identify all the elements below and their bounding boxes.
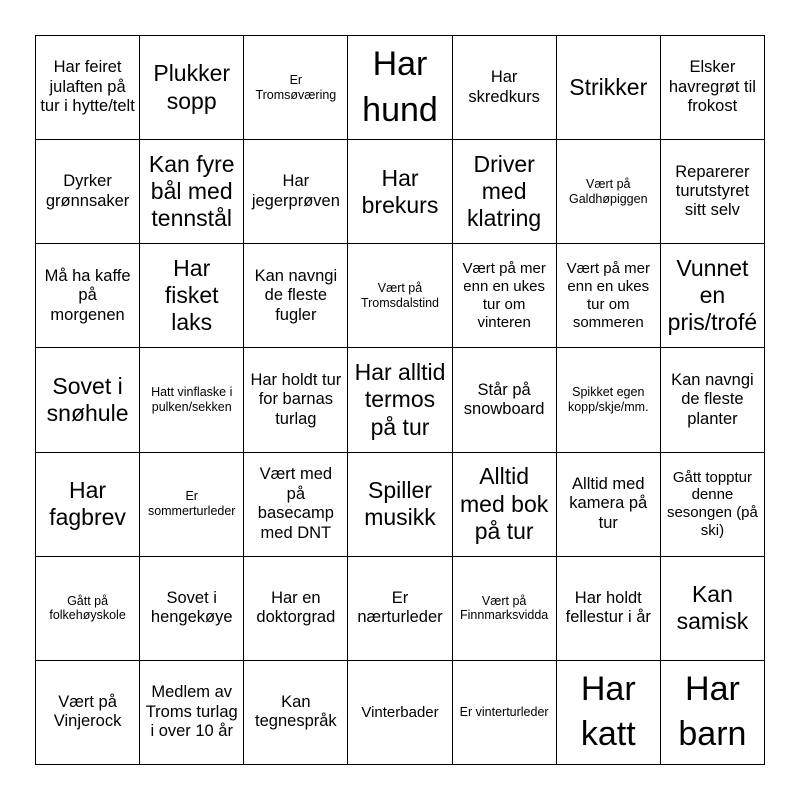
- bingo-cell[interactable]: [244, 661, 348, 765]
- bingo-cell[interactable]: [36, 348, 140, 452]
- bingo-cell-label: Spiller musikk: [364, 477, 436, 531]
- bingo-cell[interactable]: [661, 140, 765, 244]
- bingo-cell[interactable]: [557, 140, 661, 244]
- bingo-cell-label: Kan fyre bål med tennstål: [148, 151, 235, 232]
- bingo-cell-label: Dyrker grønnsaker: [45, 172, 130, 210]
- bingo-cell[interactable]: [557, 557, 661, 661]
- bingo-cell[interactable]: [244, 557, 348, 661]
- bingo-cell-label: Har brekurs: [361, 164, 439, 218]
- bingo-cell-label: Reparerer turutstyret sitt selv: [675, 162, 750, 220]
- bingo-cell[interactable]: [348, 348, 452, 452]
- bingo-cell-label: Vært på Tromsdalstind: [360, 281, 440, 310]
- bingo-cell[interactable]: [453, 348, 557, 452]
- bingo-cell-label: Plukker sopp: [153, 60, 231, 114]
- bingo-cell-label: Alltid med bok på tur: [460, 463, 549, 544]
- bingo-cell[interactable]: [453, 661, 557, 765]
- bingo-cell[interactable]: [661, 557, 765, 661]
- bingo-cell-label: Gått topptur denne sesongen (på ski): [666, 468, 758, 539]
- bingo-cell-label: Er vinterturleder: [459, 705, 549, 720]
- bingo-cell-label: Elsker havregrøt til frokost: [668, 58, 756, 116]
- bingo-cell[interactable]: [140, 348, 244, 452]
- bingo-cell-label: Kan navngi de fleste fugler: [254, 266, 338, 324]
- bingo-cell[interactable]: [140, 140, 244, 244]
- bingo-cell-label: Gått på folkehøyskole: [49, 593, 126, 623]
- bingo-cell-label: Strikker: [569, 74, 648, 100]
- bingo-cell[interactable]: [557, 348, 661, 452]
- bingo-cell[interactable]: [244, 453, 348, 557]
- bingo-cell[interactable]: [453, 453, 557, 557]
- bingo-cell-label: Vært på Finnmarksvidda: [460, 593, 549, 623]
- bingo-cell[interactable]: [140, 557, 244, 661]
- bingo-cell-label: Står på snowboard: [463, 380, 545, 418]
- bingo-cell[interactable]: [140, 661, 244, 765]
- bingo-cell[interactable]: [557, 453, 661, 557]
- bingo-cell-label: Er sommerturleder: [147, 489, 236, 519]
- bingo-cell-label: Har en doktorgrad: [256, 588, 336, 627]
- bingo-cell-label: Driver med klatring: [467, 151, 542, 232]
- bingo-cell-label: Vinterbader: [361, 703, 439, 721]
- bingo-cell-label: Har skredkurs: [468, 68, 540, 106]
- bingo-cell-label: Sovet i snøhule: [46, 372, 129, 426]
- bingo-cell[interactable]: [557, 661, 661, 765]
- bingo-cell[interactable]: [453, 557, 557, 661]
- bingo-cell-label: Vært på mer enn en ukes tur om sommeren: [566, 260, 650, 331]
- bingo-cell-label: Kan samisk: [676, 581, 749, 635]
- bingo-cell-label: Må ha kaffe på morgenen: [44, 266, 131, 324]
- bingo-cell[interactable]: [140, 36, 244, 140]
- bingo-cell-label: Har holdt fellestur i år: [565, 588, 651, 627]
- bingo-cell-label: Har alltid termos på tur: [354, 359, 446, 440]
- bingo-cell[interactable]: [36, 661, 140, 765]
- bingo-cell[interactable]: [36, 453, 140, 557]
- bingo-cell[interactable]: [244, 140, 348, 244]
- bingo-cell[interactable]: [244, 36, 348, 140]
- bingo-cell[interactable]: [348, 36, 452, 140]
- bingo-cell-label: Vært på Galdhøpiggen: [569, 176, 648, 206]
- bingo-cell[interactable]: [557, 36, 661, 140]
- bingo-cell-label: Hatt vinflaske i pulken/sekken: [151, 385, 233, 414]
- bingo-cell[interactable]: [244, 244, 348, 348]
- bingo-cell-label: Har holdt tur for barnas turlag: [250, 370, 342, 428]
- bingo-cell-label: Er Tromsøværing: [255, 72, 337, 102]
- bingo-cell[interactable]: [36, 557, 140, 661]
- bingo-cell[interactable]: [661, 348, 765, 452]
- bingo-cell-label: Medlem av Troms turlag i over 10 år: [145, 683, 238, 741]
- bingo-cell-label: Er nærturleder: [357, 588, 443, 627]
- bingo-cell[interactable]: [661, 36, 765, 140]
- bingo-cell[interactable]: [453, 36, 557, 140]
- bingo-cell[interactable]: [348, 244, 452, 348]
- bingo-cell-label: Har barn: [678, 669, 747, 754]
- bingo-cell[interactable]: [453, 244, 557, 348]
- bingo-cell[interactable]: [244, 348, 348, 452]
- bingo-cell[interactable]: [453, 140, 557, 244]
- bingo-cell[interactable]: [661, 244, 765, 348]
- bingo-cell-label: Alltid med kamera på tur: [569, 474, 648, 532]
- bingo-cell-label: Har fagbrev: [49, 477, 126, 531]
- bingo-cell[interactable]: [36, 244, 140, 348]
- bingo-cell-label: Sovet i hengekøye: [150, 588, 233, 627]
- bingo-cell-label: Kan navngi de fleste planter: [671, 370, 754, 428]
- bingo-cell-label: Har fisket laks: [164, 255, 219, 336]
- bingo-cell[interactable]: [140, 244, 244, 348]
- bingo-cell[interactable]: [140, 453, 244, 557]
- bingo-cell-label: Vunnet en pris/trofé: [667, 255, 758, 336]
- bingo-cell-label: Vært på mer enn en ukes tur om vinteren: [462, 260, 546, 331]
- bingo-cell[interactable]: [348, 140, 452, 244]
- bingo-board: [35, 35, 765, 765]
- bingo-cell-label: Spikket egen kopp/skje/mm.: [567, 385, 649, 414]
- bingo-cell-label: Har feiret julaften på tur i hytte/telt: [40, 58, 135, 116]
- bingo-cell[interactable]: [661, 661, 765, 765]
- bingo-cell[interactable]: [661, 453, 765, 557]
- bingo-cell-label: Vært med på basecamp med DNT: [257, 465, 334, 542]
- bingo-cell-label: Vært på Vinjerock: [53, 692, 122, 731]
- bingo-cell[interactable]: [348, 557, 452, 661]
- bingo-cell[interactable]: [36, 140, 140, 244]
- bingo-cell[interactable]: [348, 453, 452, 557]
- bingo-cell[interactable]: [348, 661, 452, 765]
- bingo-cell[interactable]: [36, 36, 140, 140]
- bingo-cell-label: Har hund: [362, 44, 438, 129]
- bingo-cell-label: Kan tegnespråk: [255, 692, 337, 731]
- bingo-cell[interactable]: [557, 244, 661, 348]
- bingo-cell-label: Har katt: [580, 669, 636, 754]
- bingo-cell-label: Har jegerprøven: [251, 172, 340, 210]
